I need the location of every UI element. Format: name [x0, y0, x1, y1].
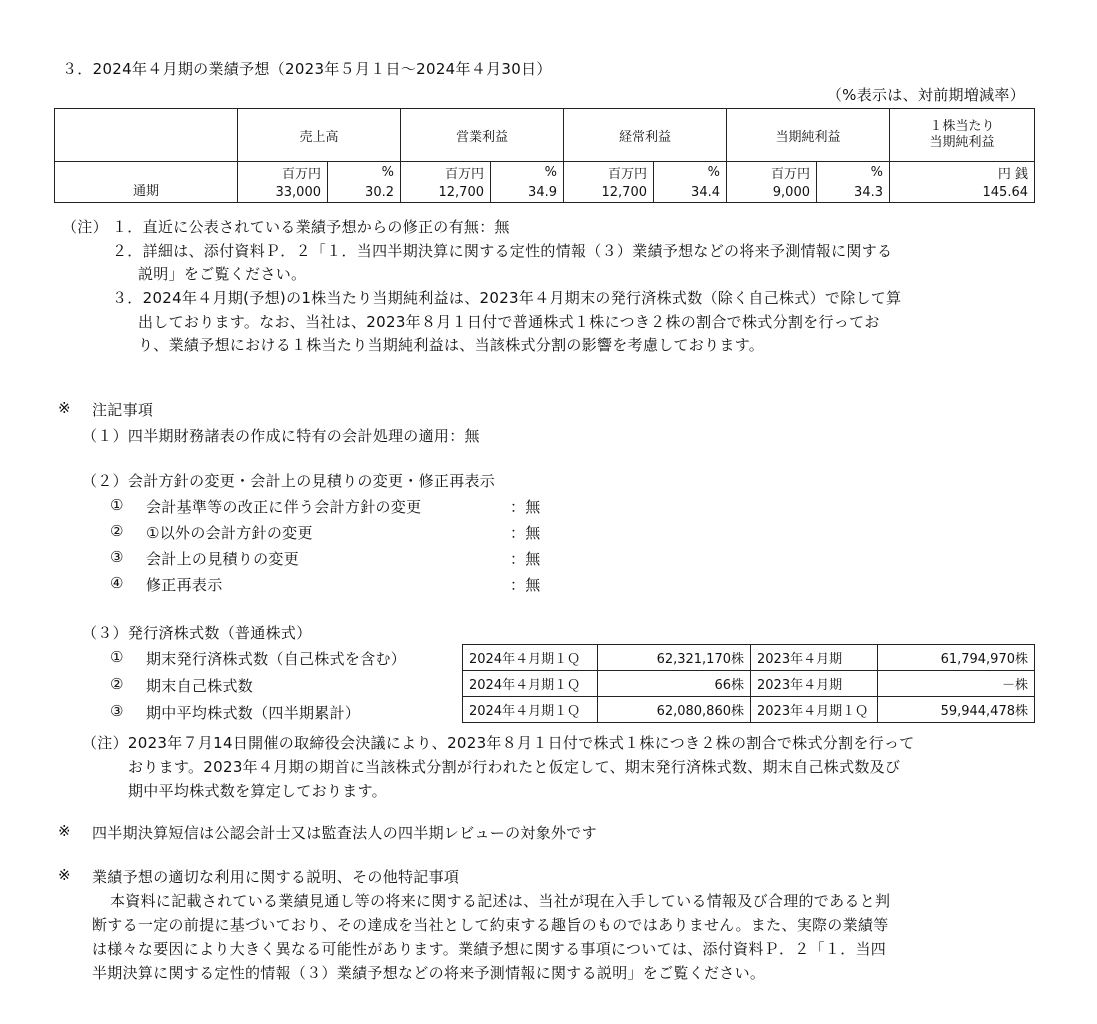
note-3-line3: り、業績予想における１株当たり当期純利益は、当該株式分割の影響を考慮しております。	[138, 336, 765, 354]
eps-header-line2: 当期純利益	[929, 135, 995, 150]
section-title: ３．2024年４月期の業績予想（2023年５月１日～2024年４月30日）	[62, 60, 552, 78]
note-3-line2: 出しております。なお、当社は、2023年８月１日付で普通株式１株につき２株の割合で株式分割を行ってお	[138, 313, 880, 331]
explanation-line1: 本資料に記載されている業績見通し等の将来に関する記述は、当社が現在入手している情報及び合理的であると判	[110, 892, 891, 910]
unit-amount: 百万円	[238, 162, 328, 183]
table-row	[463, 645, 1035, 671]
explanation-title: 業績予想の適切な利用に関する説明、その他特記事項	[92, 868, 460, 886]
sub-item-value: ：無	[510, 576, 541, 594]
period-current: 2024年４月期１Ｑ	[463, 671, 598, 697]
review-mark: ※	[58, 822, 71, 840]
period-prior: 2023年４月期	[751, 671, 878, 697]
unit-eps: 円 銭	[890, 162, 1035, 183]
sub-item-label: 会計基準等の改正に伴う会計方針の変更	[146, 498, 422, 516]
annotation-item-1: （１）四半期財務諸表の作成に特有の会計処理の適用：無	[82, 427, 480, 445]
share-item-label: 期末自己株式数	[146, 677, 254, 695]
period-current: 2024年４月期１Ｑ	[463, 645, 598, 671]
note-2-line1: ２．詳細は、添付資料Ｐ．２「１．当四半期決算に関する定性的情報（３）業績予想などの将来予測情報に関する	[112, 242, 893, 260]
share-item-num: ①	[110, 648, 124, 666]
explanation-line2: 断する一定の前提に基づいており、その達成を当社として約束する趣旨のものではありません。また、実際の業績等	[92, 916, 889, 934]
unit-pct: %	[491, 162, 564, 183]
net-income-pct: 34.3	[817, 182, 890, 203]
explanation-line3: は様々な要因により大きく異なる可能性があります。業績予想に関する事項については、添付資料Ｐ．２「１．当四	[92, 940, 887, 958]
share-item-label: 期中平均株式数（四半期累計）	[146, 704, 361, 722]
value-prior: 59,944,478株	[878, 697, 1035, 723]
unit-amount: 百万円	[727, 162, 817, 183]
unit-amount: 百万円	[401, 162, 491, 183]
operating-income-pct: 34.9	[491, 182, 564, 203]
value-current: 62,321,170株	[598, 645, 751, 671]
annotation-mark: ※	[58, 399, 71, 417]
shares-table	[462, 644, 1035, 723]
annotation-item-2: （２）会計方針の変更・会計上の見積りの変更・修正再表示	[82, 472, 496, 490]
sub-item-num: ②	[110, 522, 124, 540]
header-eps	[890, 109, 1035, 162]
review-note: 四半期決算短信は公認会計士又は監査法人の四半期レビューの対象外です	[92, 824, 597, 842]
note-3-line1: ３．2024年４月期(予想)の1株当たり当期純利益は、2023年４月期末の発行済株式数（除く自己株式）で除して算	[112, 289, 902, 307]
shares-note-line3: 期中平均株式数を算定しております。	[128, 782, 387, 800]
header-operating-income: 営業利益	[401, 109, 564, 162]
value-prior: －株	[878, 671, 1035, 697]
unit-pct: %	[328, 162, 401, 183]
header-sales: 売上高	[238, 109, 401, 162]
shares-note-line2: おります。2023年４月期の期首に当該株式分割が行われたと仮定して、期末発行済株式数、期末自己株式数及び	[128, 758, 901, 776]
unit-pct: %	[817, 162, 890, 183]
value-current: 62,080,860株	[598, 697, 751, 723]
ordinary-income-pct: 34.4	[654, 182, 727, 203]
value-current: 66株	[598, 671, 751, 697]
share-item-num: ③	[110, 702, 124, 720]
header-blank	[55, 109, 238, 162]
sub-item-value: ：無	[510, 498, 541, 516]
unit-amount: 百万円	[564, 162, 654, 183]
explanation-line4: 半期決算に関する定性的情報（３）業績予想などの将来予測情報に関する説明」をご覧ください。	[92, 964, 766, 982]
sub-item-value: ：無	[510, 524, 541, 542]
note-1: １．直近に公表されている業績予想からの修正の有無：無	[112, 218, 510, 236]
share-item-num: ②	[110, 675, 124, 693]
share-item-label: 期末発行済株式数（自己株式を含む）	[146, 650, 407, 668]
table-row	[463, 697, 1035, 723]
eps-header-line1: １株当たり	[929, 119, 995, 134]
percent-note: （%表示は、対前期増減率）	[826, 86, 1025, 104]
eps-value: 145.64	[890, 182, 1035, 203]
sales-pct: 30.2	[328, 182, 401, 203]
sales-amount: 33,000	[238, 182, 328, 203]
sub-item-num: ④	[110, 574, 124, 592]
operating-income-amount: 12,700	[401, 182, 491, 203]
table-row	[463, 671, 1035, 697]
sub-item-num: ③	[110, 548, 124, 566]
ordinary-income-amount: 12,700	[564, 182, 654, 203]
notes-prefix: （注）	[62, 218, 108, 236]
note-2-line2: 説明」をご覧ください。	[138, 265, 307, 283]
annotation-title: 注記事項	[92, 401, 154, 419]
row-label-full-year: 通期	[55, 162, 238, 203]
forecast-table	[54, 108, 1035, 203]
period-prior: 2023年４月期１Ｑ	[751, 697, 878, 723]
sub-item-label: 修正再表示	[146, 576, 223, 594]
explanation-mark: ※	[58, 866, 71, 884]
net-income-amount: 9,000	[727, 182, 817, 203]
unit-pct: %	[654, 162, 727, 183]
annotation-item-3: （３）発行済株式数（普通株式）	[82, 624, 312, 642]
value-prior: 61,794,970株	[878, 645, 1035, 671]
period-current: 2024年４月期１Ｑ	[463, 697, 598, 723]
sub-item-value: ：無	[510, 550, 541, 568]
sub-item-num: ①	[110, 496, 124, 514]
shares-note-line1: （注）2023年７月14日開催の取締役会決議により、2023年８月１日付で株式１株につき２株の割合で株式分割を行って	[82, 734, 915, 752]
header-net-income: 当期純利益	[727, 109, 890, 162]
period-prior: 2023年４月期	[751, 645, 878, 671]
sub-item-label: 会計上の見積りの変更	[146, 550, 300, 568]
header-ordinary-income: 経常利益	[564, 109, 727, 162]
sub-item-label: ①以外の会計方針の変更	[146, 524, 313, 542]
